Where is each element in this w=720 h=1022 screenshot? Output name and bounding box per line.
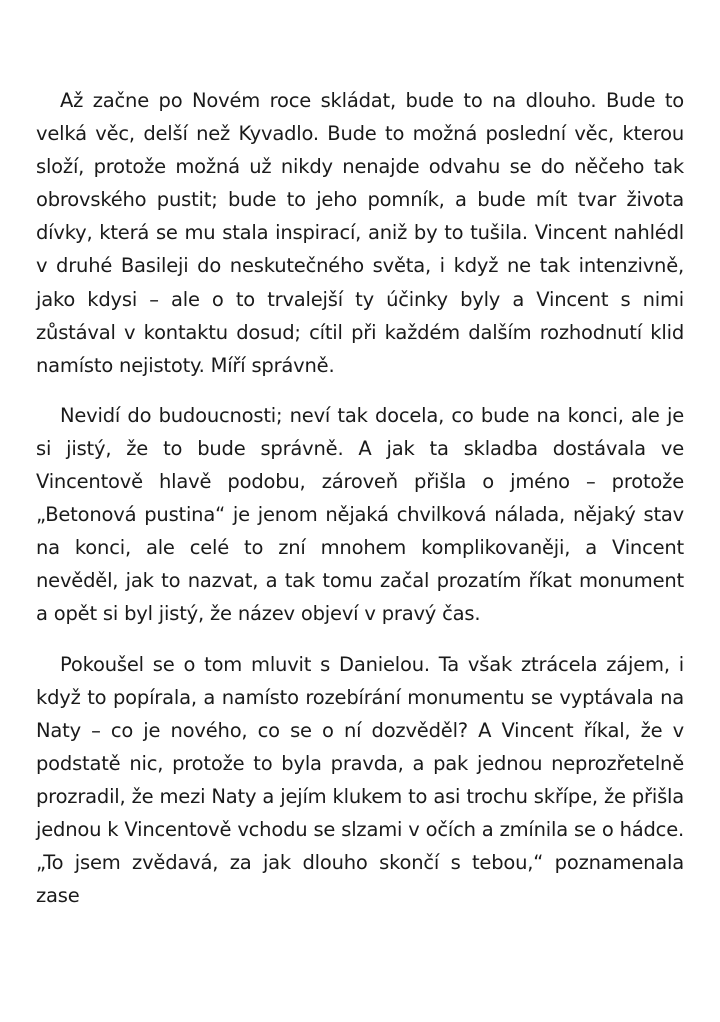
paragraph-3: Pokoušel se o tom mluvit s Danielou. Ta však ztrácela zájem, i když to popírala, a namísto rozebírání monumentu se vyptávala na Naty – co je nového, co se o ní dozvěděl? A Vincent říkal, že v podstatě nic, protože to byla pravda, a pak jednou neprozřetelně prozradil, že mezi Naty a jejím klukem to asi trochu skřípe, že přišla jednou k Vincentově vchodu se slzami v očích a zmínila se o hádce. „To jsem zvědavá, za jak dlouho skončí s tebou,“ poznamenala zase — [36, 652, 684, 908]
paragraph-1: Až začne po Novém roce skládat, bude to na dlouho. Bude to velká věc, delší než Kyvadlo. Bude to možná poslední věc, kterou složí, protože možná už nikdy nenajde odvahu se do něčeho tak obrovského pustit; bude to jeho pomník, a bude mít tvar života dívky, která se mu stala inspirací, aniž by to tušila. Vincent nahlédl v druhé Basileji do neskutečného světa, i když ne tak intenzivně, jako kdysi – ale o to trvalejší ty účinky byly a Vincent s nimi zůstával v kontaktu dosud; cítil při každém dalším rozhodnutí klid namísto nejistoty. Míří správně. — [36, 89, 684, 377]
book-page — [36, 84, 684, 929]
paragraph-2: Nevidí do budoucnosti; neví tak docela, co bude na konci, ale je si jistý, že to bude správně. A jak ta skladba dostávala ve Vincentově hlavě podobu, zároveň přišla o jméno – protože „Betonová pustina“ je jenom nějaká chvilková nálada, nějaký stav na konci, ale celé to zní mnohem komplikovaněji, a Vincent nevěděl, jak to nazvat, a tak tomu začal prozatím říkat monument a opět si byl jistý, že název objeví v pravý čas. — [36, 403, 684, 626]
